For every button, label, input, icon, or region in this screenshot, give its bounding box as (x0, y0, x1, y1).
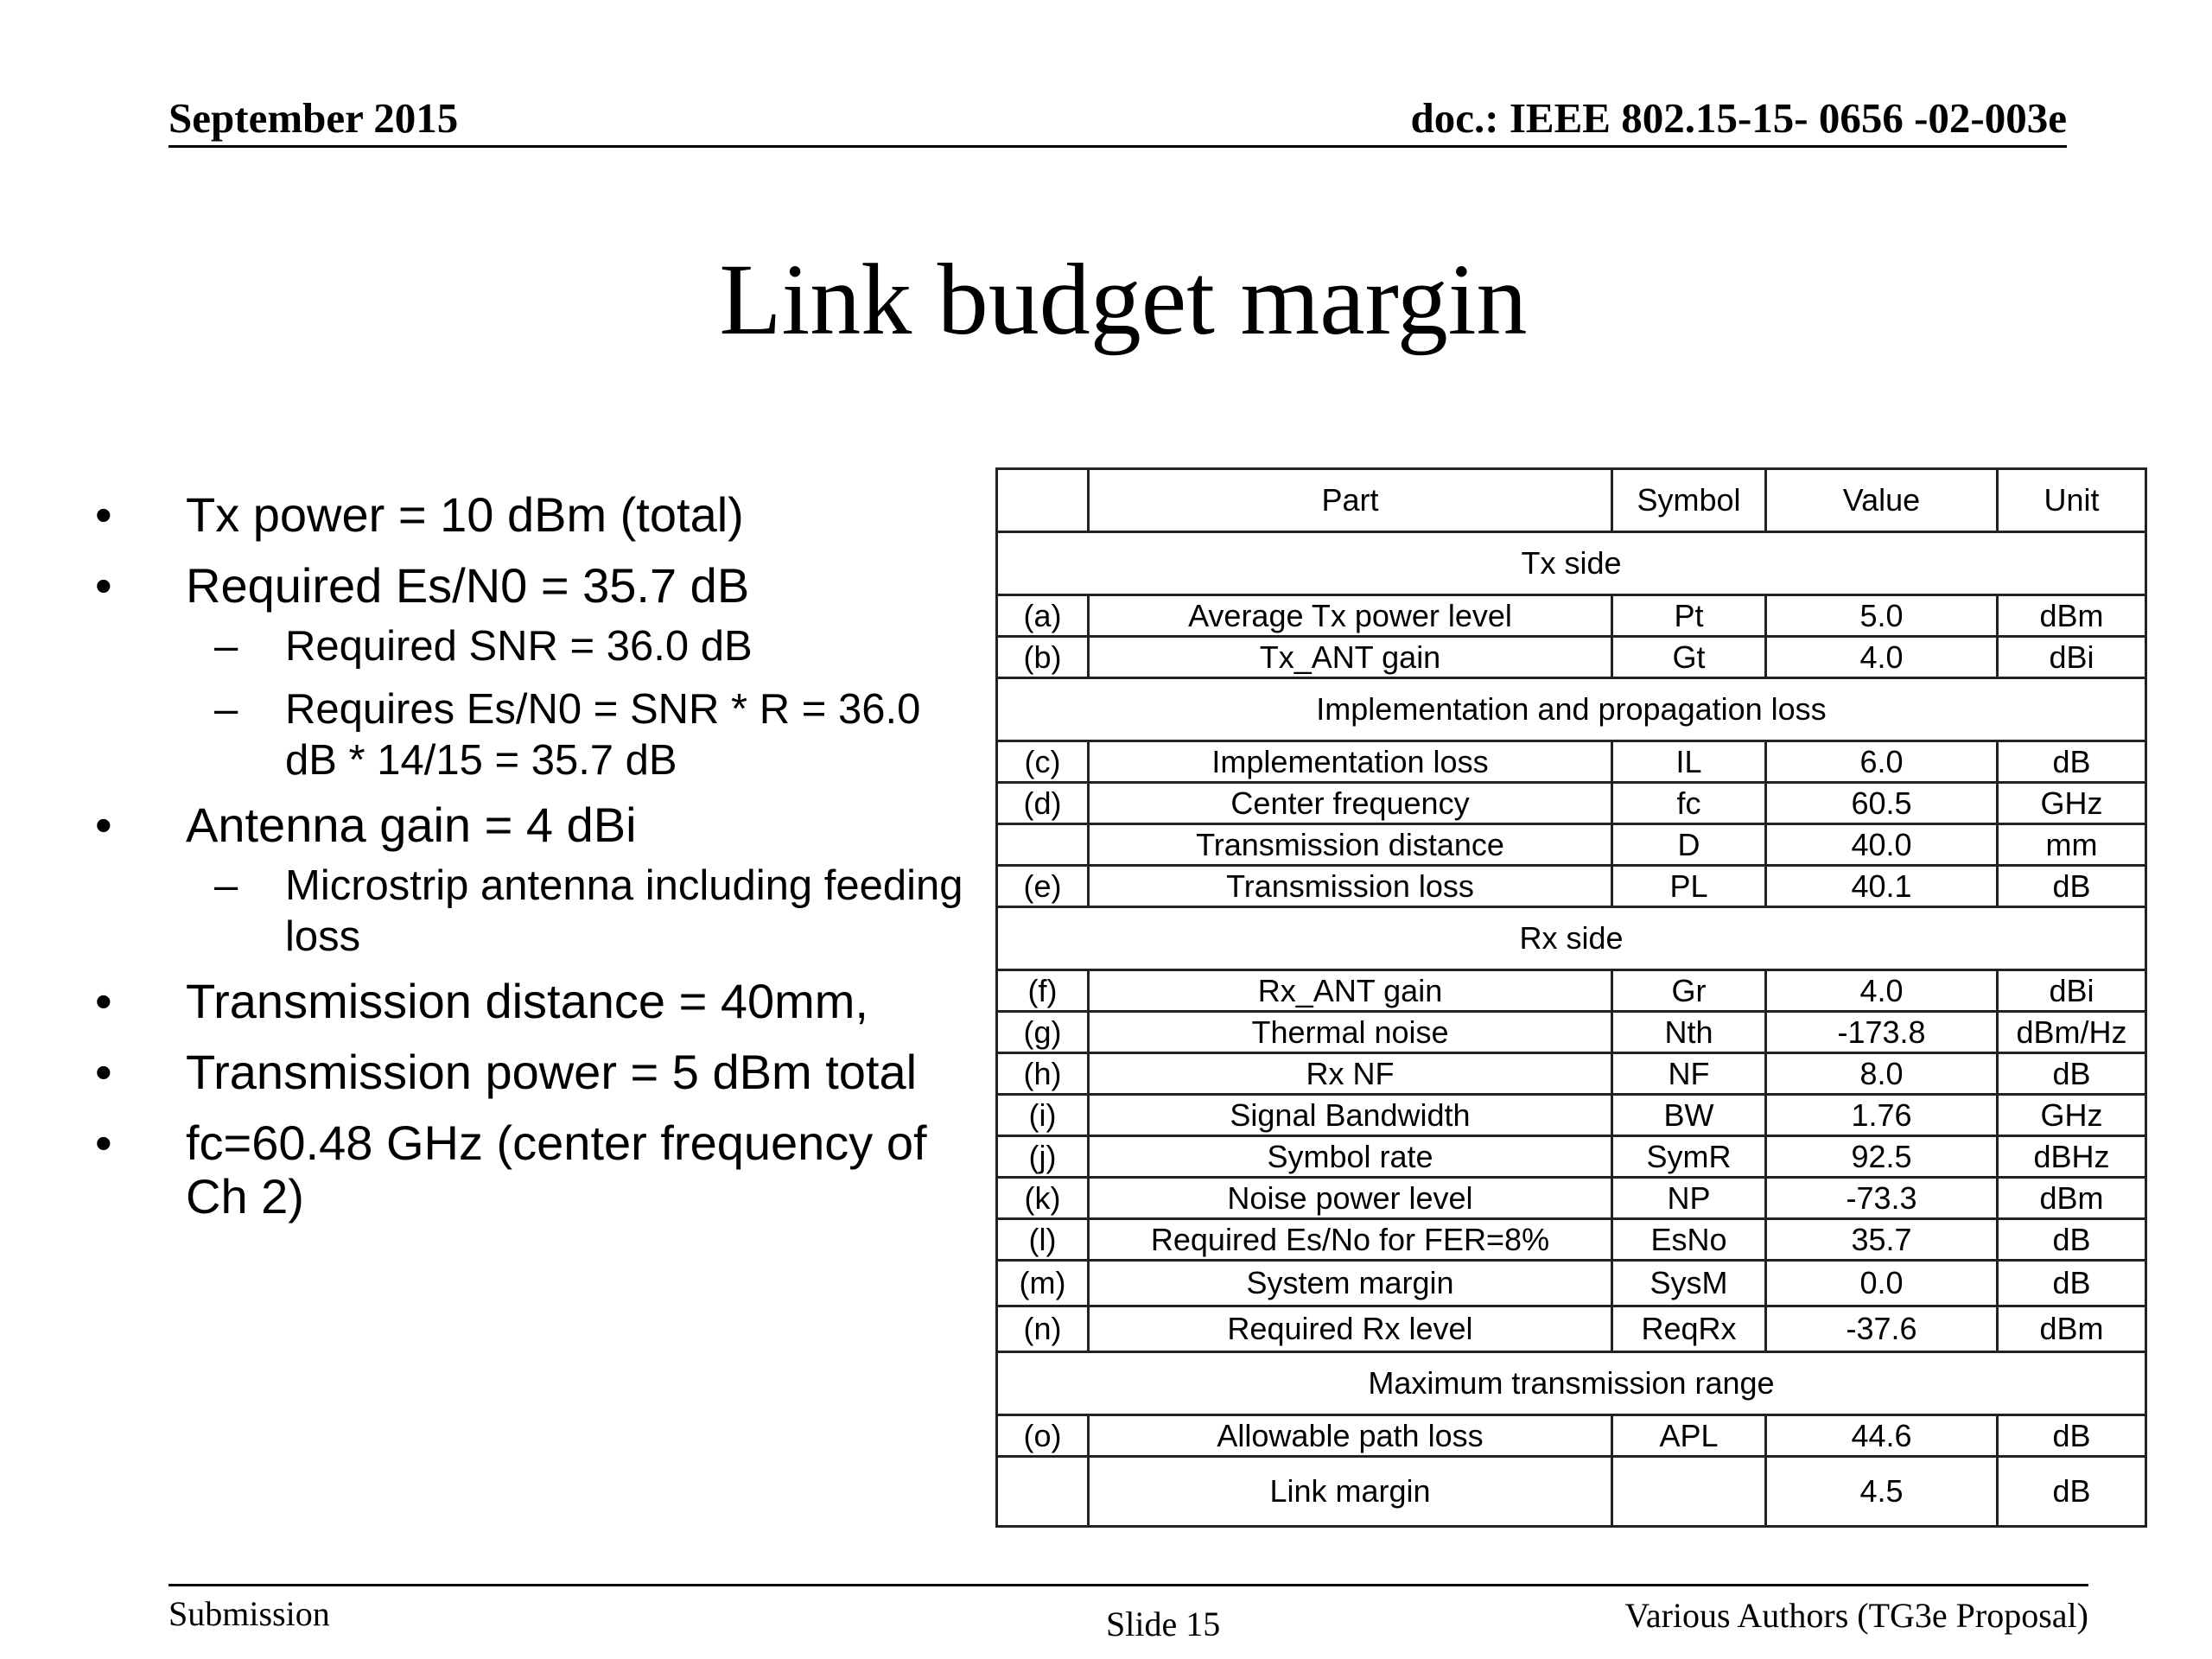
row-part: Required Rx level (1089, 1306, 1612, 1352)
link-budget-table (995, 467, 2147, 1528)
row-value: 40.0 (1766, 824, 1998, 866)
row-unit: GHz (1998, 783, 2146, 824)
row-index: (a) (997, 595, 1089, 637)
row-unit: GHz (1998, 1095, 2146, 1136)
section-row-max (997, 1352, 2146, 1415)
row-index: (l) (997, 1219, 1089, 1261)
row-part: Signal Bandwidth (1089, 1095, 1612, 1136)
row-unit: dBHz (1998, 1136, 2146, 1178)
sub-bullet-text: Requires Es/N0 = SNR * R = 36.0 dB * 14/15 = 35.7 dB (285, 686, 921, 784)
row-index: (m) (997, 1261, 1089, 1306)
sub-bullet-required-snr (95, 621, 968, 672)
table-row (997, 637, 2146, 678)
table-row (997, 741, 2146, 783)
header-rule (168, 145, 2067, 148)
row-symbol: D (1612, 824, 1766, 866)
bullet-text: Tx power = 10 dBm (total) (186, 487, 744, 542)
row-symbol: Gt (1612, 637, 1766, 678)
row-symbol: fc (1612, 783, 1766, 824)
row-unit: dB (1998, 1053, 2146, 1095)
header-doc-id: doc.: IEEE 802.15-15- 0656 -02-003e (1410, 94, 2067, 142)
bullet-text: Required Es/N0 = 35.7 dB (186, 558, 750, 613)
slide-title: Link budget margin (719, 243, 1528, 356)
section-row-impl (997, 678, 2146, 741)
row-index: (b) (997, 637, 1089, 678)
section-label: Implementation and propagation loss (997, 678, 2146, 741)
row-part: Noise power level (1089, 1178, 1612, 1219)
row-value: 35.7 (1766, 1219, 1998, 1261)
row-value: 5.0 (1766, 595, 1998, 637)
table-row (997, 866, 2146, 907)
row-value: 92.5 (1766, 1136, 1998, 1178)
row-symbol: EsNo (1612, 1219, 1766, 1261)
bullet-marker: • (95, 487, 112, 542)
row-part: Transmission distance (1089, 824, 1612, 866)
row-part: Center frequency (1089, 783, 1612, 824)
sub-bullet-esn0-formula (95, 684, 968, 786)
table-header-row (997, 469, 2146, 532)
row-part: Required Es/No for FER=8% (1089, 1219, 1612, 1261)
row-part: Link margin (1089, 1457, 1612, 1527)
bullet-marker: • (95, 1116, 112, 1170)
row-unit: dBi (1998, 970, 2146, 1012)
table-row (997, 783, 2146, 824)
table-row (997, 1095, 2146, 1136)
row-part: Allowable path loss (1089, 1415, 1612, 1457)
row-unit: dB (1998, 866, 2146, 907)
sub-bullet-marker: – (214, 623, 238, 670)
row-value: 60.5 (1766, 783, 1998, 824)
row-symbol: IL (1612, 741, 1766, 783)
row-symbol: Pt (1612, 595, 1766, 637)
header-cell-index (997, 469, 1089, 532)
row-index: (d) (997, 783, 1089, 824)
table-row (997, 970, 2146, 1012)
row-value: 1.76 (1766, 1095, 1998, 1136)
row-unit: mm (1998, 824, 2146, 866)
bullet-text: Transmission distance = 40mm, (186, 974, 868, 1028)
header-date: September 2015 (168, 94, 459, 142)
row-value: 4.0 (1766, 637, 1998, 678)
row-index: (e) (997, 866, 1089, 907)
header-cell-symbol: Symbol (1612, 469, 1766, 532)
row-symbol: PL (1612, 866, 1766, 907)
row-value: 40.1 (1766, 866, 1998, 907)
footer-authors: Various Authors (TG3e Proposal) (1624, 1596, 2088, 1635)
row-unit: dBm/Hz (1998, 1012, 2146, 1053)
section-label: Tx side (997, 532, 2146, 595)
header-cell-value: Value (1766, 469, 1998, 532)
sub-bullet-microstrip (95, 861, 968, 963)
table-row (997, 1178, 2146, 1219)
section-row-tx (997, 532, 2146, 595)
table-row (997, 824, 2146, 866)
section-row-rx (997, 907, 2146, 970)
bullet-marker: • (95, 1045, 112, 1099)
row-index: (c) (997, 741, 1089, 783)
bullet-marker: • (95, 974, 112, 1028)
row-symbol: NF (1612, 1053, 1766, 1095)
row-value: -73.3 (1766, 1178, 1998, 1219)
footer-rule (168, 1584, 2088, 1586)
bullet-required-esn0 (95, 559, 968, 613)
table-row (997, 1053, 2146, 1095)
row-index: (n) (997, 1306, 1089, 1352)
row-part: Tx_ANT gain (1089, 637, 1612, 678)
row-part: Rx_ANT gain (1089, 970, 1612, 1012)
table-row (997, 595, 2146, 637)
row-unit: dB (1998, 1261, 2146, 1306)
row-symbol: Nth (1612, 1012, 1766, 1053)
row-part: Implementation loss (1089, 741, 1612, 783)
table-row (997, 1261, 2146, 1306)
bullet-tx-power (95, 488, 968, 542)
sub-bullet-marker: – (214, 686, 238, 733)
table-row-link-margin (997, 1457, 2146, 1527)
section-label: Maximum transmission range (997, 1352, 2146, 1415)
row-unit: dBi (1998, 637, 2146, 678)
row-index: (g) (997, 1012, 1089, 1053)
row-unit: dB (1998, 741, 2146, 783)
row-value: 4.0 (1766, 970, 1998, 1012)
bullet-transmission-power (95, 1046, 968, 1099)
header-cell-unit: Unit (1998, 469, 2146, 532)
sub-bullet-text: Microstrip antenna including feeding loss (285, 862, 963, 960)
row-symbol: NP (1612, 1178, 1766, 1219)
row-unit: dBm (1998, 1306, 2146, 1352)
row-part: Average Tx power level (1089, 595, 1612, 637)
row-value: 8.0 (1766, 1053, 1998, 1095)
row-symbol: Gr (1612, 970, 1766, 1012)
row-symbol (1612, 1457, 1766, 1527)
row-part: Transmission loss (1089, 866, 1612, 907)
row-unit: dB (1998, 1415, 2146, 1457)
bullet-list (95, 488, 968, 1241)
bullet-text: fc=60.48 GHz (center frequency of Ch 2) (186, 1116, 927, 1224)
row-unit: dB (1998, 1219, 2146, 1261)
row-symbol: SymR (1612, 1136, 1766, 1178)
row-value: -173.8 (1766, 1012, 1998, 1053)
bullet-marker: • (95, 798, 112, 852)
bullet-transmission-distance (95, 975, 968, 1028)
header-cell-part: Part (1089, 469, 1612, 532)
row-index: (k) (997, 1178, 1089, 1219)
row-part: Symbol rate (1089, 1136, 1612, 1178)
sub-bullet-marker: – (214, 862, 238, 909)
bullet-marker: • (95, 558, 112, 613)
row-index: (f) (997, 970, 1089, 1012)
row-part: Rx NF (1089, 1053, 1612, 1095)
table-row (997, 1219, 2146, 1261)
table-row (997, 1136, 2146, 1178)
bullet-text: Transmission power = 5 dBm total (186, 1045, 918, 1099)
row-index: (h) (997, 1053, 1089, 1095)
row-part: System margin (1089, 1261, 1612, 1306)
row-symbol: ReqRx (1612, 1306, 1766, 1352)
sub-bullet-text: Required SNR = 36.0 dB (285, 623, 753, 670)
bullet-text: Antenna gain = 4 dBi (186, 798, 637, 852)
row-index: (o) (997, 1415, 1089, 1457)
row-index (997, 824, 1089, 866)
row-index (997, 1457, 1089, 1527)
bullet-antenna-gain (95, 798, 968, 852)
footer-submission: Submission (168, 1594, 330, 1633)
row-value: 44.6 (1766, 1415, 1998, 1457)
footer-slide-number: Slide 15 (1106, 1605, 1221, 1643)
row-value: 6.0 (1766, 741, 1998, 783)
row-symbol: SysM (1612, 1261, 1766, 1306)
row-value: 0.0 (1766, 1261, 1998, 1306)
table-row (997, 1415, 2146, 1457)
row-unit: dBm (1998, 1178, 2146, 1219)
row-value: -37.6 (1766, 1306, 1998, 1352)
row-unit: dB (1998, 1457, 2146, 1527)
row-index: (i) (997, 1095, 1089, 1136)
row-symbol: APL (1612, 1415, 1766, 1457)
bullet-center-frequency (95, 1116, 968, 1224)
row-part: Thermal noise (1089, 1012, 1612, 1053)
row-value: 4.5 (1766, 1457, 1998, 1527)
table-row (997, 1012, 2146, 1053)
section-label: Rx side (997, 907, 2146, 970)
row-unit: dBm (1998, 595, 2146, 637)
table-row (997, 1306, 2146, 1352)
row-index: (j) (997, 1136, 1089, 1178)
row-symbol: BW (1612, 1095, 1766, 1136)
